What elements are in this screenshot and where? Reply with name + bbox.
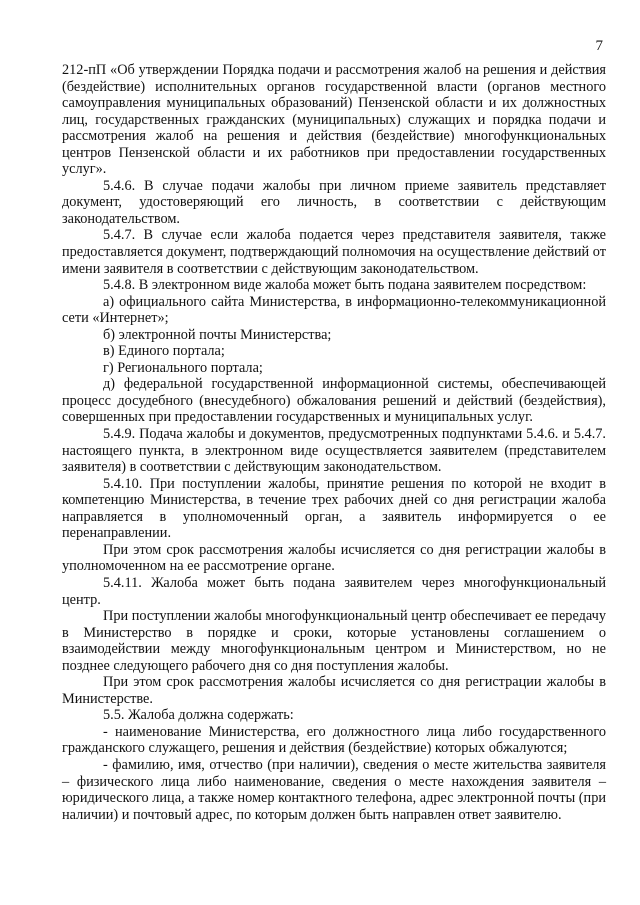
list-item-a: а) официального сайта Министерства, в информационно-телекоммуникационной сети «Интернет»;	[62, 293, 606, 327]
list-item-b: б) электронной почты Министерства;	[103, 326, 332, 343]
paragraph-5-5: 5.5. Жалоба должна содержать:	[103, 707, 294, 724]
list-item-applicant-details: - фамилию, имя, отчество (при наличии), сведения о месте жительства заявителя – физического лица либо наименование, сведения о месте нахождения заявителя – юридического лица, а также номер контактного телефона, адрес электронной почты (при наличии) и почтовый адрес, по которым должен быть направлен ответ заявителю.	[62, 756, 606, 823]
list-item-g: г) Регионального портала;	[103, 359, 263, 376]
paragraph-5-4-7: 5.4.7. В случае если жалоба подается через представителя заявителя, также предоставляется документ, подтверждающий полномочия на осуществление действий от имени заявителя в соответствии с действующим законодательством.	[62, 227, 606, 277]
list-item-v: в) Единого портала;	[103, 343, 225, 360]
list-item-ministry-name: - наименование Министерства, его должностного лица либо государственного гражданского служащего, решения и действия (бездействие) которых обжалуются;	[62, 723, 606, 757]
paragraph-5-4-6: 5.4.6. В случае подачи жалобы при личном приеме заявитель представляет документ, удостоверяющий его личность, в соответствии с действующим законодательством.	[62, 177, 606, 227]
page-number: 7	[595, 38, 603, 54]
paragraph-5-4-8: 5.4.8. В электронном виде жалоба может быть подана заявителем посредством:	[103, 277, 587, 294]
paragraph-5-4-9: 5.4.9. Подача жалобы и документов, предусмотренных подпунктами 5.4.6. и 5.4.7. настоящего пункта, в электронном виде осуществляется заявителем (представителем заявителя) в соответствии с действующим законодательством.	[62, 426, 606, 476]
paragraph-5-4-11: 5.4.11. Жалоба может быть подана заявителем через многофункциональный центр.	[62, 574, 606, 608]
paragraph-mfc-transfer: При поступлении жалобы многофункциональный центр обеспечивает ее передачу в Министерство в порядке и сроки, которые установлены соглашением о взаимодействии между многофункциональным центром и Министерством, но не позднее следующего рабочего дня со дня поступления жалобы.	[62, 608, 606, 674]
paragraph-term-ministry: При этом срок рассмотрения жалобы исчисляется со дня регистрации жалобы в Министерстве.	[62, 674, 606, 707]
paragraph-resolution-continuation: 212-пП «Об утверждении Порядка подачи и рассмотрения жалоб на решения и действия (бездействие) исполнительных органов государственной власти (органов местного самоуправления муниципальных образований) Пензенской области и их должностных лиц, государственных гражданских (муниципальных) служащих и порядка подачи и рассмотрения жалоб на решения и действия (бездействие) многофункциональных центров Пензенской области и их работников при предоставлении государственных услуг».	[62, 62, 606, 178]
document-body	[62, 62, 606, 823]
paragraph-5-4-10: 5.4.10. При поступлении жалобы, принятие решения по которой не входит в компетенцию Министерства, в течение трех рабочих дней со дня регистрации жалоба направляется в уполномоченный орган, а заявитель информируется о ее перенаправлении.	[62, 475, 606, 542]
list-item-d: д) федеральной государственной информационной системы, обеспечивающей процесс досудебного (внесудебного) обжалования решений и действий (бездействия), совершенных при предоставлении государственных и муниципальных услуг.	[62, 376, 606, 426]
paragraph-term-authorized-body: При этом срок рассмотрения жалобы исчисляется со дня регистрации жалобы в уполномоченном на ее рассмотрение органе.	[62, 541, 606, 575]
